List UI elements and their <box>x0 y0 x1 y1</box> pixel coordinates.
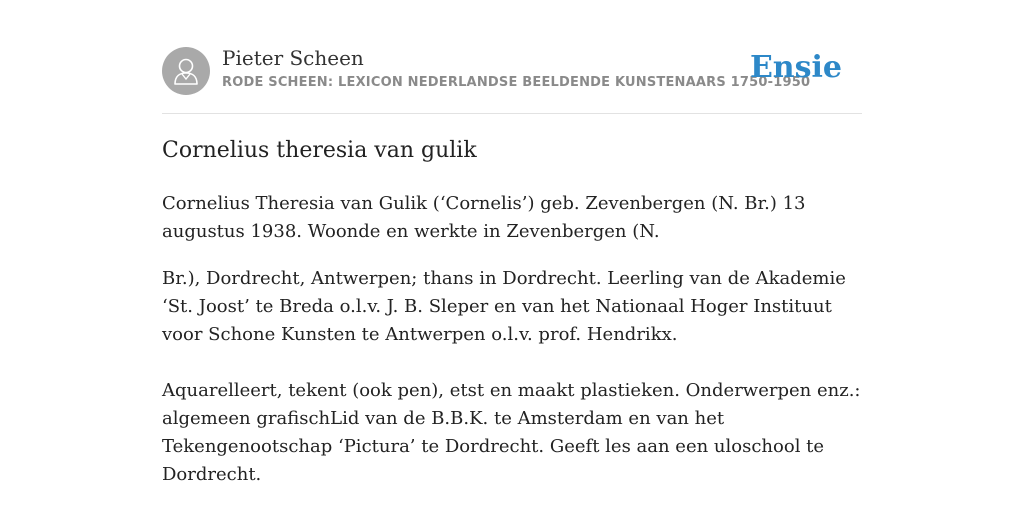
article-paragraph-2: Br.), Dordrecht, Antwerpen; thans in Dordrecht. Leerling van de Akademie ‘St. Joost’ te Breda o.l.v. J. B. Sleper en van het Nationaal Hoger Instituut voor Schone Kunsten te Antwerpen o.l.v. prof. Hendrikx. <box>162 268 846 345</box>
divider <box>162 113 862 114</box>
article-paragraph-3: Aquarelleert, tekent (ook pen), etst en maakt plastieken. Onderwerpen enz.: algemeen grafischLid van de B.B.K. te Amsterdam en van het Tekengenootschap ‘Pictura’ te Dordrecht. Geeft les aan een uloschool te Dordrecht. <box>162 380 861 485</box>
ensie-logo[interactable]: Ensie <box>749 50 842 85</box>
article-paragraph-1: Cornelius Theresia van Gulik (‘Cornelis’) geb. Zevenbergen (N. Br.) 13 augustus 1938. Woonde en werkte in Zevenbergen (N. <box>162 193 806 242</box>
source-title[interactable]: RODE SCHEEN: LEXICON NEDERLANDSE BEELDENDE KUNSTENAARS 1750-1950 <box>222 75 811 90</box>
author-header <box>162 46 862 96</box>
author-name[interactable]: Pieter Scheen <box>222 46 364 70</box>
article-title: Cornelius theresia van gulik <box>162 138 477 163</box>
avatar[interactable] <box>162 47 210 95</box>
user-icon <box>173 57 199 85</box>
